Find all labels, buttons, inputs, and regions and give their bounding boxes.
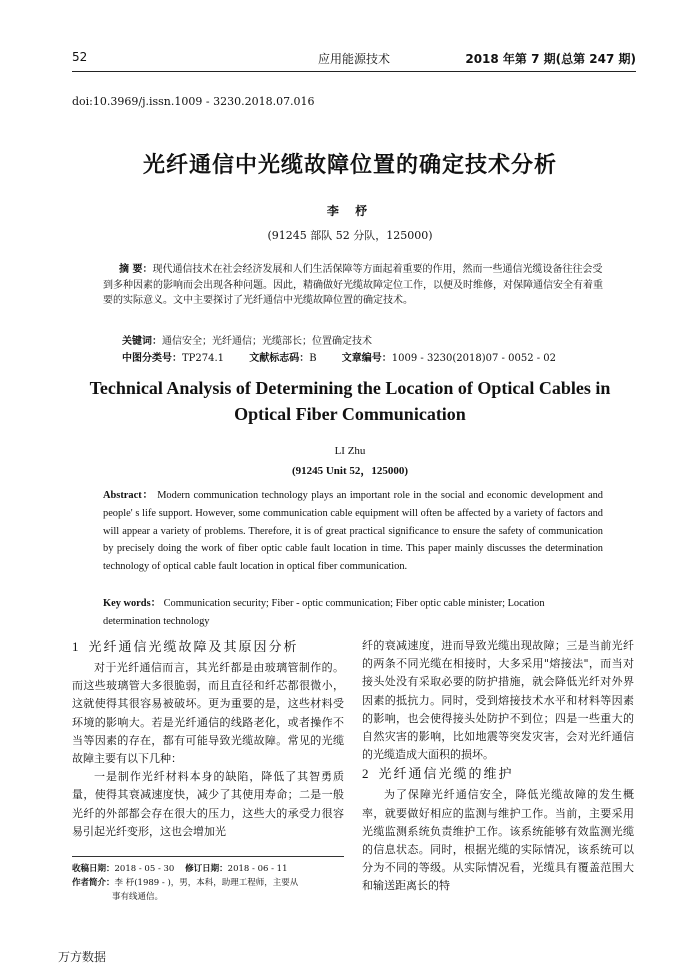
- doc-code-value: B: [309, 353, 317, 364]
- body-column-left: [72, 637, 344, 841]
- classification-line: [122, 349, 622, 364]
- paragraph: 一是制作光纤材料本身的缺陷，降低了其智勇质量，使得其衰减速度快，减少了其使用寿命；二是一般光纤的外部都会存在很大的压力，这些大的承受力很容易引起光纤变形，这也会增加光: [72, 770, 344, 838]
- article-no-label: 文章编号：: [341, 353, 392, 364]
- keywords-cn-label: 关键词：: [122, 336, 162, 347]
- title-english: Technical Analysis of Determining the Location of Optical Cables in Optical Fiber Communication: [89, 378, 611, 424]
- affiliation-chinese: (91245 部队 52 分队，125000): [267, 229, 433, 242]
- keywords-chinese: [122, 332, 372, 347]
- abstract-english: [103, 487, 603, 576]
- revised-label: 修订日期：: [185, 864, 228, 874]
- abstract-chinese: [103, 262, 603, 309]
- header-rule: [72, 71, 636, 72]
- section-2-number: 2: [362, 766, 369, 782]
- running-header: [72, 50, 636, 70]
- author-english: LI Zhu: [334, 445, 366, 457]
- issue-info: 2018 年第 7 期(总第 247 期): [465, 52, 636, 66]
- article-no-value: 1009 - 3230(2018)07 - 0052 - 02: [391, 353, 557, 364]
- author-bio-line2: 事有线通信。: [112, 892, 164, 902]
- keywords-en-text: Communication security; Fiber - optic communication; Fiber optic cable minister; Location determination technology: [103, 598, 545, 627]
- body-column-right: [362, 637, 634, 896]
- affiliation-english: (91245 Unit 52，125000): [291, 465, 409, 477]
- abstract-en-label: Abstract：: [103, 490, 154, 501]
- watermark: 万方数据: [58, 950, 107, 964]
- section-1-heading: [72, 637, 344, 658]
- section-2-heading: [362, 764, 634, 785]
- section-2-title: 光纤通信光缆的维护: [378, 767, 514, 783]
- doc-code-label: 文献标志码：: [249, 353, 310, 364]
- received-label: 收稿日期：: [72, 864, 115, 874]
- keywords-english: [103, 595, 603, 631]
- abstract-cn-label: 摘 要：: [119, 264, 153, 275]
- doi: doi:10.3969/j.issn.1009 - 3230.2018.07.016: [72, 95, 315, 108]
- journal-name: 应用能源技术: [317, 52, 390, 66]
- title-chinese: 光纤通信中光缆故障位置的确定技术分析: [142, 152, 557, 178]
- section-1-title: 光纤通信光缆故障及其原因分析: [88, 640, 299, 655]
- clc-value: TP274.1: [182, 353, 225, 364]
- abstract-cn-text: 现代通信技术在社会经济发展和人们生活保障等方面起着重要的作用，然而一些通信光缆设备往往会受到多种因素的影响而会出现各种问题。因此，精确做好光缆故障定位工作，以便及时维修，对保障通信安全有着重要的实际意义。文中主要探讨了光纤通信中光缆故障位置的确定技术。: [103, 264, 603, 306]
- page-number: 52: [72, 50, 88, 64]
- author-bio-label: 作者简介：: [72, 878, 115, 888]
- footnote: [72, 862, 344, 904]
- keywords-en-label: Key words：: [103, 598, 162, 609]
- section-1-number: 1: [72, 639, 79, 654]
- author-bio-line1: 李 杼(1989 - )，男，本科，助理工程师，主要从: [114, 878, 299, 888]
- author-chinese: 李 杼: [326, 204, 374, 218]
- received-date: 2018 - 05 - 30: [114, 864, 175, 874]
- clc-label: 中图分类号：: [122, 353, 182, 364]
- paragraph: 对于光纤通信而言，其光纤都是由玻璃管制作的。而这些玻璃管大多很脆弱，而且直径和纤芯都很微小，这就使得其很容易被破坏。更为重要的是，这些材料受环境的影响大。若是光纤通信的线路老化，或者操作不当等因素的存在，都有可能导致光缆故障。常见的光缆故障主要有以下几种：: [72, 661, 344, 766]
- paragraph: 纤的衰减速度，进而导致光缆出现故障；三是当前光纤的两条不同光缆在相接时，大多采用"熔接法"，而当对接头处没有采取必要的防护措施，就会降低光纤对外界因素的抵抗力。同时，受到熔接技术水平和材料等因素的影响，也会使得接头处防护不到位；四是一些重大的自然灾害的影响，比如地震等突发灾害，会对光纤通信的光缆造成大面积的损坏。: [362, 639, 634, 762]
- paragraph: 为了保障光纤通信安全，降低光缆故障的发生概率，就要做好相应的监测与维护工作。当前，主要采用光缆监测系统负责维护工作。该系统能够有效监测光缆的信息状态。同时，根据光缆的实际情况，该系统可以分为不同的等级。从实际情况看，光缆具有覆盖范围大和输送距离长的特: [362, 788, 634, 893]
- abstract-en-text: Modern communication technology plays an important role in the social and economic development and people' s life support. However, some communication cable equipment will often be affected by a variety of factors and will appear a variety of problems. Therefore, it is of great practical significance to ensure the safety of communication by precisely doing the work of fiber optic cable fault location in time. This paper mainly discusses the determination technology of optical cable fault location in optical fiber communication.: [103, 490, 603, 573]
- revised-date: 2018 - 06 - 11: [227, 864, 288, 874]
- keywords-cn-text: 通信安全；光纤通信；光缆部长；位置确定技术: [162, 336, 372, 347]
- footnote-rule: [72, 856, 344, 857]
